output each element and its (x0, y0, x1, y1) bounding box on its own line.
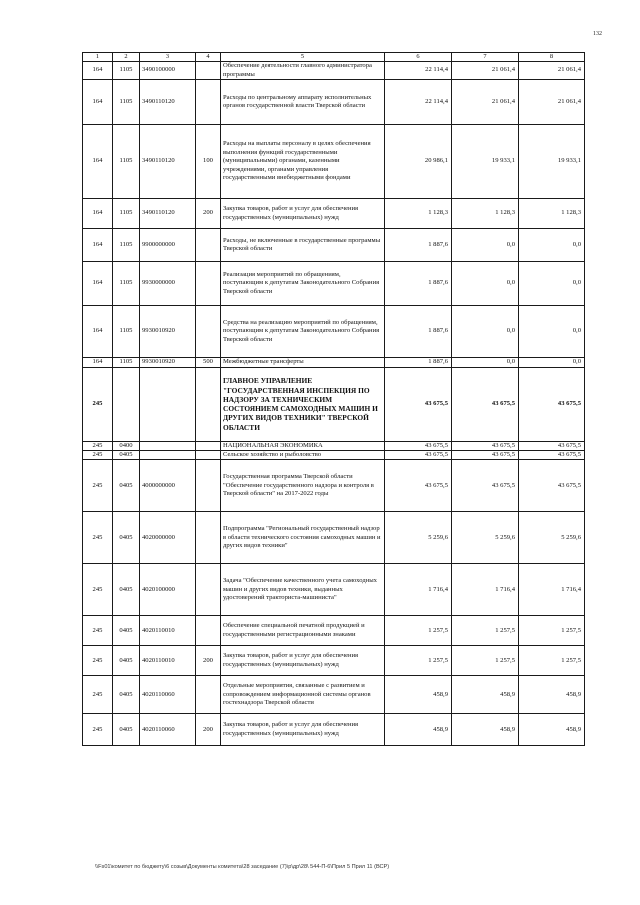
table-row (83, 62, 585, 80)
cell-grbs: 245 (83, 512, 113, 564)
cell-description: Реализация мероприятий по обращениям, поступающим к депутатам Законодательного Собрания Тверской области (221, 262, 385, 306)
cell-amount-col7: 458,9 (452, 676, 519, 714)
cell-amount-col6: 43 675,5 (385, 367, 452, 441)
cell-amount-col7: 21 061,4 (452, 62, 519, 80)
table-row (83, 460, 585, 512)
cell-amount-col6: 43 675,5 (385, 450, 452, 459)
cell-amount-col6: 458,9 (385, 714, 452, 746)
cell-amount-col8: 21 061,4 (519, 62, 585, 80)
cell-amount-col7: 1 257,5 (452, 616, 519, 646)
cell-amount-col8: 1 257,5 (519, 616, 585, 646)
cell-amount-col7: 21 061,4 (452, 80, 519, 125)
cell-description: Задача "Обеспечение качественного учета самоходных машин и других видов техники, выданных удостоверений тракториста-машиниста" (221, 564, 385, 616)
cell-expense-type (196, 676, 221, 714)
column-header: 6 (385, 53, 452, 62)
table-row (83, 262, 585, 306)
table-row (83, 199, 585, 229)
cell-expense-type: 100 (196, 125, 221, 199)
cell-section: 0400 (113, 441, 140, 450)
cell-amount-col7: 0,0 (452, 306, 519, 358)
table-body (83, 62, 585, 746)
cell-amount-col6: 1 716,4 (385, 564, 452, 616)
cell-grbs: 245 (83, 450, 113, 459)
cell-description: Закупка товаров, работ и услуг для обеспечения государственных (муниципальных) нужд (221, 646, 385, 676)
cell-amount-col6: 22 114,4 (385, 80, 452, 125)
table-row (83, 676, 585, 714)
cell-expense-type (196, 450, 221, 459)
cell-section: 1105 (113, 306, 140, 358)
cell-target-article: 9930000000 (140, 262, 196, 306)
table-row (83, 512, 585, 564)
cell-amount-col6: 458,9 (385, 676, 452, 714)
cell-amount-col7: 1 257,5 (452, 646, 519, 676)
cell-description: ГЛАВНОЕ УПРАВЛЕНИЕ "ГОСУДАРСТВЕННАЯ ИНСПЕКЦИЯ ПО НАДЗОРУ ЗА ТЕХНИЧЕСКИМ СОСТОЯНИЕМ САМОХОДНЫХ МАШИН И ДРУГИХ ВИДОВ ТЕХНИКИ" ТВЕРСКОЙ ОБЛАСТИ (221, 367, 385, 441)
table-row (83, 450, 585, 459)
cell-description: Обеспечение специальной печатной продукцией и государственными регистрационными знаками (221, 616, 385, 646)
cell-amount-col6: 20 986,1 (385, 125, 452, 199)
cell-amount-col8: 43 675,5 (519, 367, 585, 441)
cell-grbs: 245 (83, 460, 113, 512)
cell-grbs: 164 (83, 358, 113, 367)
cell-grbs: 164 (83, 125, 113, 199)
cell-amount-col8: 0,0 (519, 306, 585, 358)
column-header: 2 (113, 53, 140, 62)
cell-amount-col8: 458,9 (519, 676, 585, 714)
cell-amount-col6: 1 887,6 (385, 262, 452, 306)
table-row (83, 564, 585, 616)
cell-expense-type (196, 306, 221, 358)
cell-expense-type: 200 (196, 199, 221, 229)
cell-section (113, 367, 140, 441)
cell-amount-col7: 0,0 (452, 229, 519, 262)
cell-grbs: 245 (83, 441, 113, 450)
cell-amount-col7: 0,0 (452, 358, 519, 367)
cell-target-article: 4020110060 (140, 714, 196, 746)
cell-description: Закупка товаров, работ и услуг для обеспечения государственных (муниципальных) нужд (221, 714, 385, 746)
cell-expense-type (196, 262, 221, 306)
cell-amount-col8: 43 675,5 (519, 460, 585, 512)
cell-section: 1105 (113, 262, 140, 306)
cell-description: Средства на реализацию мероприятий по обращениям, поступающим к депутатам Законодательного Собрания Тверской области (221, 306, 385, 358)
cell-section: 0405 (113, 714, 140, 746)
cell-target-article: 4020000000 (140, 512, 196, 564)
cell-amount-col7: 43 675,5 (452, 367, 519, 441)
cell-target-article: 3490100000 (140, 62, 196, 80)
cell-amount-col6: 43 675,5 (385, 441, 452, 450)
cell-expense-type (196, 564, 221, 616)
cell-amount-col8: 1 257,5 (519, 646, 585, 676)
column-header: 3 (140, 53, 196, 62)
cell-amount-col8: 458,9 (519, 714, 585, 746)
cell-section: 0405 (113, 450, 140, 459)
cell-amount-col8: 43 675,5 (519, 441, 585, 450)
table-row (83, 367, 585, 441)
cell-grbs: 164 (83, 229, 113, 262)
cell-amount-col7: 1 716,4 (452, 564, 519, 616)
cell-amount-col7: 43 675,5 (452, 441, 519, 450)
cell-expense-type (196, 460, 221, 512)
cell-amount-col7: 43 675,5 (452, 460, 519, 512)
cell-amount-col6: 43 675,5 (385, 460, 452, 512)
cell-grbs: 164 (83, 306, 113, 358)
cell-amount-col8: 1 128,3 (519, 199, 585, 229)
column-header: 1 (83, 53, 113, 62)
cell-amount-col7: 19 933,1 (452, 125, 519, 199)
cell-grbs: 245 (83, 676, 113, 714)
cell-amount-col7: 458,9 (452, 714, 519, 746)
cell-amount-col8: 21 061,4 (519, 80, 585, 125)
cell-amount-col8: 0,0 (519, 262, 585, 306)
cell-expense-type (196, 62, 221, 80)
cell-description: Расходы по центральному аппарату исполнительных органов государственной власти Тверской области (221, 80, 385, 125)
cell-target-article (140, 450, 196, 459)
table-row (83, 80, 585, 125)
cell-amount-col7: 5 259,6 (452, 512, 519, 564)
cell-description: Межбюджетные трансферты (221, 358, 385, 367)
cell-expense-type (196, 512, 221, 564)
cell-section: 0405 (113, 646, 140, 676)
cell-section: 0405 (113, 616, 140, 646)
cell-target-article: 9930010920 (140, 306, 196, 358)
cell-target-article (140, 441, 196, 450)
cell-section: 1105 (113, 125, 140, 199)
table-row (83, 616, 585, 646)
cell-grbs: 164 (83, 80, 113, 125)
cell-amount-col8: 19 933,1 (519, 125, 585, 199)
cell-amount-col8: 0,0 (519, 229, 585, 262)
cell-description: Расходы, не включенные в государственные программы Тверской области (221, 229, 385, 262)
cell-description: НАЦИОНАЛЬНАЯ ЭКОНОМИКА (221, 441, 385, 450)
cell-description: Государственная программа Тверской области "Обеспечение государственного надзора и контроля в Тверской области" на 2017-2022 годы (221, 460, 385, 512)
cell-section: 1105 (113, 199, 140, 229)
cell-section: 1105 (113, 229, 140, 262)
cell-grbs: 245 (83, 616, 113, 646)
cell-description: Подпрограмма "Региональный государственный надзор в области технического состояния самоходных машин и других видов техники" (221, 512, 385, 564)
cell-target-article: 4020110010 (140, 616, 196, 646)
cell-expense-type (196, 229, 221, 262)
cell-grbs: 245 (83, 714, 113, 746)
cell-grbs: 164 (83, 262, 113, 306)
cell-target-article: 4020110060 (140, 676, 196, 714)
cell-amount-col6: 1 887,6 (385, 306, 452, 358)
cell-section: 1105 (113, 358, 140, 367)
cell-amount-col7: 0,0 (452, 262, 519, 306)
cell-amount-col6: 22 114,4 (385, 62, 452, 80)
cell-description: Отдельные мероприятия, связанные с развитием и сопровождением информационной системы органов гостехнадзора Тверской области (221, 676, 385, 714)
cell-grbs: 245 (83, 367, 113, 441)
cell-amount-col8: 43 675,5 (519, 450, 585, 459)
cell-amount-col8: 5 259,6 (519, 512, 585, 564)
cell-description: Расходы на выплаты персоналу в целях обеспечения выполнения функций государственными (муниципальными) органами, казенными учреждениями, органами управления государственными внебюджетными фондами (221, 125, 385, 199)
cell-description: Сельское хозяйство и рыболовство (221, 450, 385, 459)
cell-target-article: 9930010920 (140, 358, 196, 367)
cell-section: 0405 (113, 564, 140, 616)
cell-amount-col6: 1 887,6 (385, 229, 452, 262)
cell-amount-col6: 5 259,6 (385, 512, 452, 564)
cell-amount-col6: 1 887,6 (385, 358, 452, 367)
table-row (83, 714, 585, 746)
cell-target-article: 3490110120 (140, 125, 196, 199)
budget-table (82, 52, 585, 746)
cell-expense-type (196, 441, 221, 450)
cell-amount-col6: 1 257,5 (385, 616, 452, 646)
cell-target-article: 3490110120 (140, 199, 196, 229)
cell-target-article (140, 367, 196, 441)
column-header: 8 (519, 53, 585, 62)
page-number: 132 (593, 31, 602, 37)
cell-amount-col6: 1 257,5 (385, 646, 452, 676)
table-row (83, 125, 585, 199)
cell-expense-type (196, 367, 221, 441)
cell-description: Обеспечение деятельности главного администратора программы (221, 62, 385, 80)
cell-target-article: 4000000000 (140, 460, 196, 512)
column-header: 5 (221, 53, 385, 62)
cell-amount-col8: 1 716,4 (519, 564, 585, 616)
footer-file-path: \\Fs01\комитет по бюджету\6 созыв\Документы комитета\28 заседание (7)\р\др\28\ 544-П-6\Прил 5 Прил 11 (ВСР) (95, 864, 390, 870)
column-header: 7 (452, 53, 519, 62)
cell-grbs: 245 (83, 564, 113, 616)
table-row (83, 229, 585, 262)
cell-amount-col7: 43 675,5 (452, 450, 519, 459)
cell-amount-col7: 1 128,3 (452, 199, 519, 229)
cell-expense-type: 500 (196, 358, 221, 367)
cell-expense-type (196, 80, 221, 125)
table-header (83, 53, 585, 62)
cell-amount-col8: 0,0 (519, 358, 585, 367)
cell-section: 1105 (113, 80, 140, 125)
column-header: 4 (196, 53, 221, 62)
cell-target-article: 4020110010 (140, 646, 196, 676)
cell-grbs: 164 (83, 199, 113, 229)
cell-section: 1105 (113, 62, 140, 80)
cell-section: 0405 (113, 512, 140, 564)
cell-grbs: 164 (83, 62, 113, 80)
table-row (83, 306, 585, 358)
cell-target-article: 3490110120 (140, 80, 196, 125)
cell-target-article: 9900000000 (140, 229, 196, 262)
cell-description: Закупка товаров, работ и услуг для обеспечения государственных (муниципальных) нужд (221, 199, 385, 229)
cell-section: 0405 (113, 460, 140, 512)
cell-target-article: 4020100000 (140, 564, 196, 616)
cell-expense-type (196, 616, 221, 646)
cell-expense-type: 200 (196, 646, 221, 676)
table-row (83, 441, 585, 450)
table-row (83, 646, 585, 676)
cell-expense-type: 200 (196, 714, 221, 746)
table-row (83, 358, 585, 367)
cell-amount-col6: 1 128,3 (385, 199, 452, 229)
cell-section: 0405 (113, 676, 140, 714)
cell-grbs: 245 (83, 646, 113, 676)
